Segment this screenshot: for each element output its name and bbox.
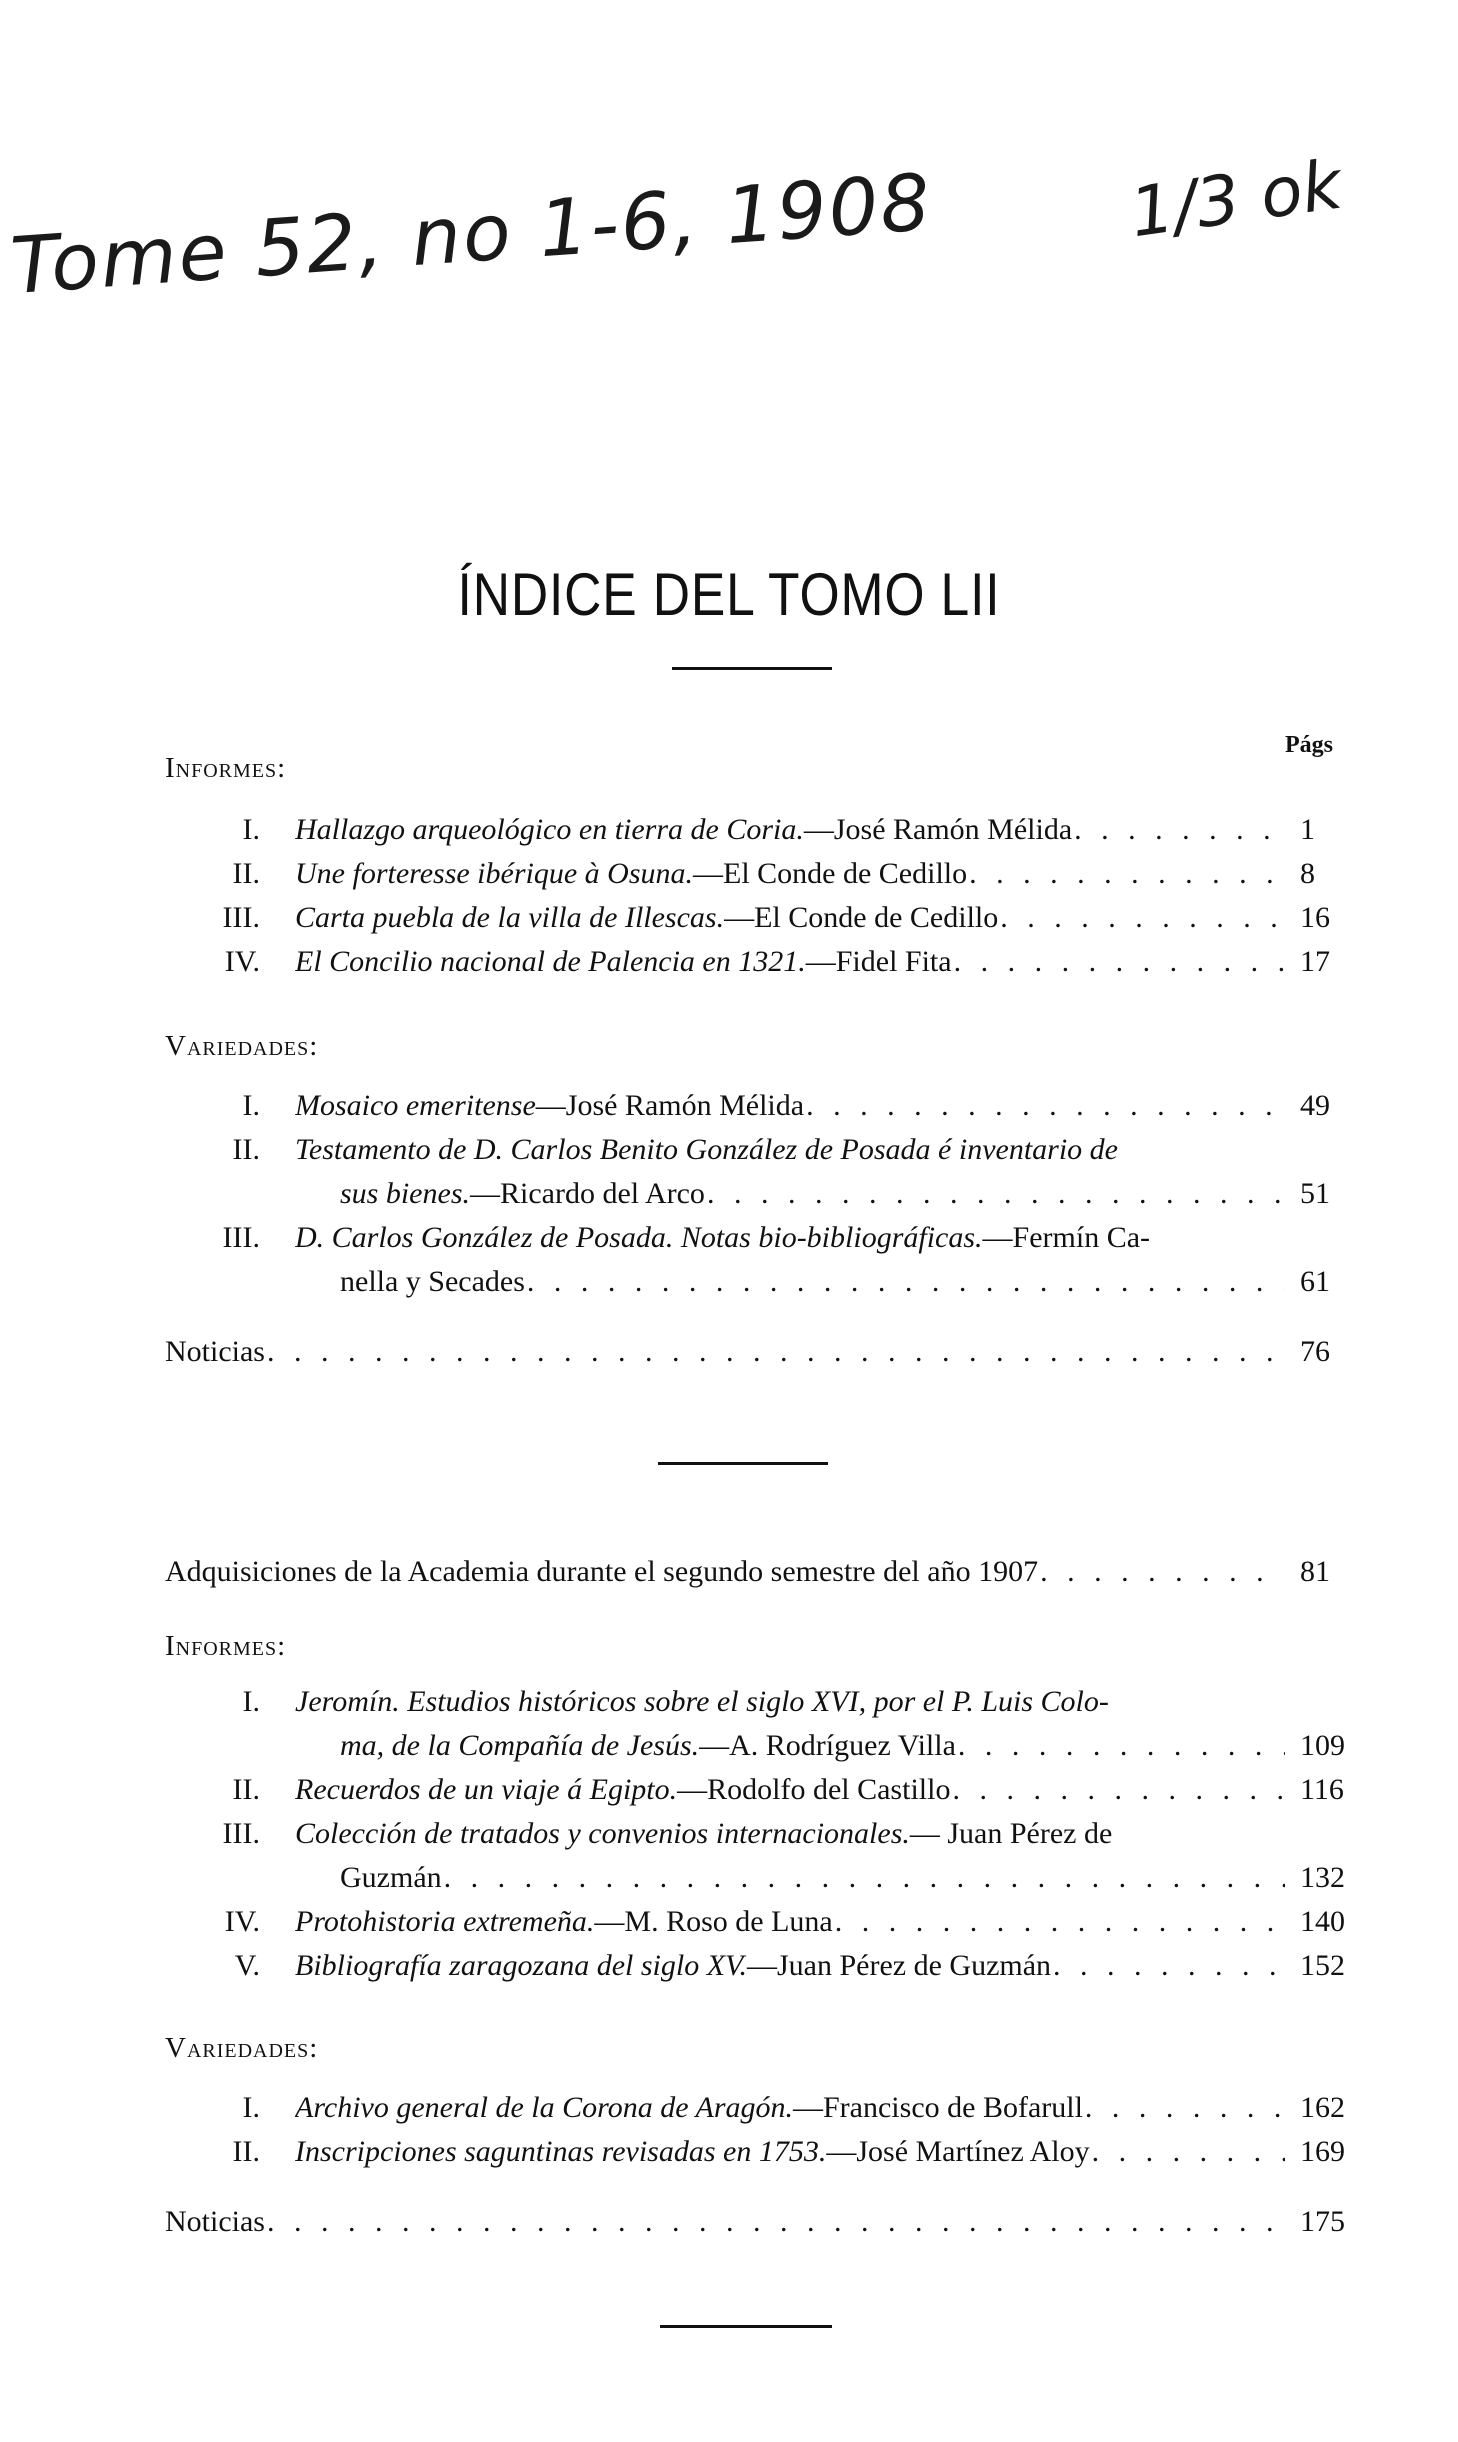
entry-title: Mosaico emeritense bbox=[295, 1089, 536, 1122]
entry-title-line1: Jeromín. Estudios históricos sobre el siglo XVI, por el P. Luis Colo- bbox=[295, 1685, 1109, 1718]
entry-title: Hallazgo arqueológico en tierra de Coria. bbox=[295, 813, 804, 846]
leader-dots bbox=[954, 940, 1285, 984]
entry-number: II. bbox=[232, 857, 260, 890]
section-rule bbox=[658, 1462, 828, 1465]
entry-author: —Ricardo del Arco bbox=[470, 1177, 705, 1210]
entry-number: II. bbox=[232, 2135, 260, 2168]
section-variedades-2: Variedades: bbox=[165, 2032, 319, 2064]
leader-dots bbox=[1085, 2086, 1285, 2130]
entry-number: II. bbox=[232, 1133, 260, 1166]
entry-title: Protohistoria extremeña. bbox=[295, 1905, 595, 1938]
entry-page: 162 bbox=[1300, 2091, 1345, 2124]
entry-author: —El Conde de Cedillo bbox=[693, 857, 968, 890]
entry-author: —Francisco de Bofarull bbox=[793, 2091, 1083, 2124]
entry-number: III. bbox=[222, 1817, 260, 1850]
end-rule bbox=[660, 2325, 832, 2328]
leader-dots bbox=[1092, 2130, 1285, 2174]
entry-page: 132 bbox=[1300, 1861, 1345, 1894]
leader-dots bbox=[527, 1260, 1285, 1304]
entry-page: 109 bbox=[1300, 1729, 1345, 1762]
section-informes-2: Informes: bbox=[165, 1630, 287, 1662]
leader-dots bbox=[806, 1084, 1285, 1128]
leader-dots bbox=[952, 1768, 1285, 1812]
page-title: ÍNDICE DEL TOMO LII bbox=[457, 561, 1001, 628]
entry-page: 8 bbox=[1300, 857, 1315, 890]
entry-author-line2: nella y Secades bbox=[340, 1265, 525, 1298]
entry-author: —Fidel Fita bbox=[805, 945, 952, 978]
entry-title: Carta puebla de la villa de Illescas. bbox=[295, 901, 725, 934]
adquisiciones-label: Adquisiciones de la Academia durante el segundo semestre del año 1907 bbox=[165, 1555, 1039, 1588]
title-rule bbox=[672, 667, 832, 670]
entry-page: 175 bbox=[1300, 2205, 1345, 2238]
entry-author: —M. Roso de Luna bbox=[594, 1905, 833, 1938]
entry-title-line1: Colección de tratados y convenios internacionales. bbox=[295, 1817, 910, 1850]
leader-dots bbox=[835, 1900, 1285, 1944]
handwritten-volume-note: Tome 52, no 1-6, 1908 bbox=[7, 157, 935, 313]
entry-author: —Rodolfo del Castillo bbox=[677, 1773, 951, 1806]
noticias-label: Noticias bbox=[165, 1335, 265, 1368]
entry-page: 49 bbox=[1300, 1089, 1330, 1122]
entry-number: I. bbox=[242, 2091, 260, 2124]
leader-dots bbox=[1074, 808, 1285, 852]
entry-page: 51 bbox=[1300, 1177, 1330, 1210]
entry-page: 81 bbox=[1300, 1555, 1330, 1588]
entry-title-line2: sus bienes. bbox=[340, 1177, 470, 1210]
entry-author-line1: —Fermín Ca- bbox=[982, 1221, 1151, 1254]
entry-number: I. bbox=[242, 1089, 260, 1122]
handwritten-status-note: 1/3 ok bbox=[1125, 145, 1347, 254]
leader-dots bbox=[969, 852, 1285, 896]
entry-page: 169 bbox=[1300, 2135, 1345, 2168]
entry-page: 76 bbox=[1300, 1335, 1330, 1368]
leader-dots bbox=[267, 2200, 1285, 2244]
noticias-label: Noticias bbox=[165, 2205, 265, 2238]
entry-page: 61 bbox=[1300, 1265, 1330, 1298]
entry-number: IV. bbox=[224, 1905, 260, 1938]
entry-page: 116 bbox=[1300, 1773, 1344, 1806]
entry-title-line2: ma, de la Compañía de Jesús. bbox=[340, 1729, 700, 1762]
leader-dots bbox=[958, 1724, 1285, 1768]
entry-author-line1: — Juan Pérez de bbox=[909, 1817, 1113, 1850]
entry-author: —A. Rodríguez Villa bbox=[699, 1729, 956, 1762]
section-informes-1: Informes: bbox=[165, 752, 287, 784]
pags-label: Págs bbox=[1285, 732, 1333, 758]
entry-author: —José Ramón Mélida bbox=[535, 1089, 805, 1122]
entry-title: Archivo general de la Corona de Aragón. bbox=[295, 2091, 793, 2124]
entry-title: Bibliografía zaragozana del siglo XV. bbox=[295, 1949, 747, 1982]
entry-title: Une forteresse ibérique à Osuna. bbox=[295, 857, 693, 890]
entry-title: Recuerdos de un viaje á Egipto. bbox=[295, 1773, 678, 1806]
entry-number: I. bbox=[242, 813, 260, 846]
entry-title-line1: D. Carlos González de Posada. Notas bio-bibliográficas. bbox=[295, 1221, 983, 1254]
leader-dots bbox=[1040, 1550, 1285, 1594]
entry-number: V. bbox=[234, 1949, 260, 1982]
entry-page: 152 bbox=[1300, 1949, 1345, 1982]
entry-author: —El Conde de Cedillo bbox=[724, 901, 999, 934]
entry-page: 140 bbox=[1300, 1905, 1345, 1938]
entry-author-line2: Guzmán bbox=[340, 1861, 442, 1894]
entry-author: —José Martínez Aloy bbox=[826, 2135, 1090, 2168]
entry-page: 1 bbox=[1300, 813, 1315, 846]
entry-page: 17 bbox=[1300, 945, 1330, 978]
leader-dots bbox=[1053, 1944, 1285, 1988]
leader-dots bbox=[1000, 896, 1285, 940]
entry-title: Inscripciones saguntinas revisadas en 1753. bbox=[295, 2135, 827, 2168]
entry-title: El Concilio nacional de Palencia en 1321. bbox=[295, 945, 806, 978]
entry-number: III. bbox=[222, 901, 260, 934]
entry-author: —Juan Pérez de Guzmán bbox=[746, 1949, 1052, 1982]
leader-dots bbox=[267, 1330, 1285, 1374]
section-variedades-1: Variedades: bbox=[165, 1030, 319, 1062]
entry-number: III. bbox=[222, 1221, 260, 1254]
entry-number: II. bbox=[232, 1773, 260, 1806]
entry-number: IV. bbox=[224, 945, 260, 978]
entry-number: I. bbox=[242, 1685, 260, 1718]
leader-dots bbox=[444, 1856, 1285, 1900]
entry-page: 16 bbox=[1300, 901, 1330, 934]
entry-author: —José Ramón Mélida bbox=[803, 813, 1073, 846]
entry-title-line1: Testamento de D. Carlos Benito González de Posada é inventario de bbox=[295, 1133, 1118, 1166]
leader-dots bbox=[707, 1172, 1285, 1216]
